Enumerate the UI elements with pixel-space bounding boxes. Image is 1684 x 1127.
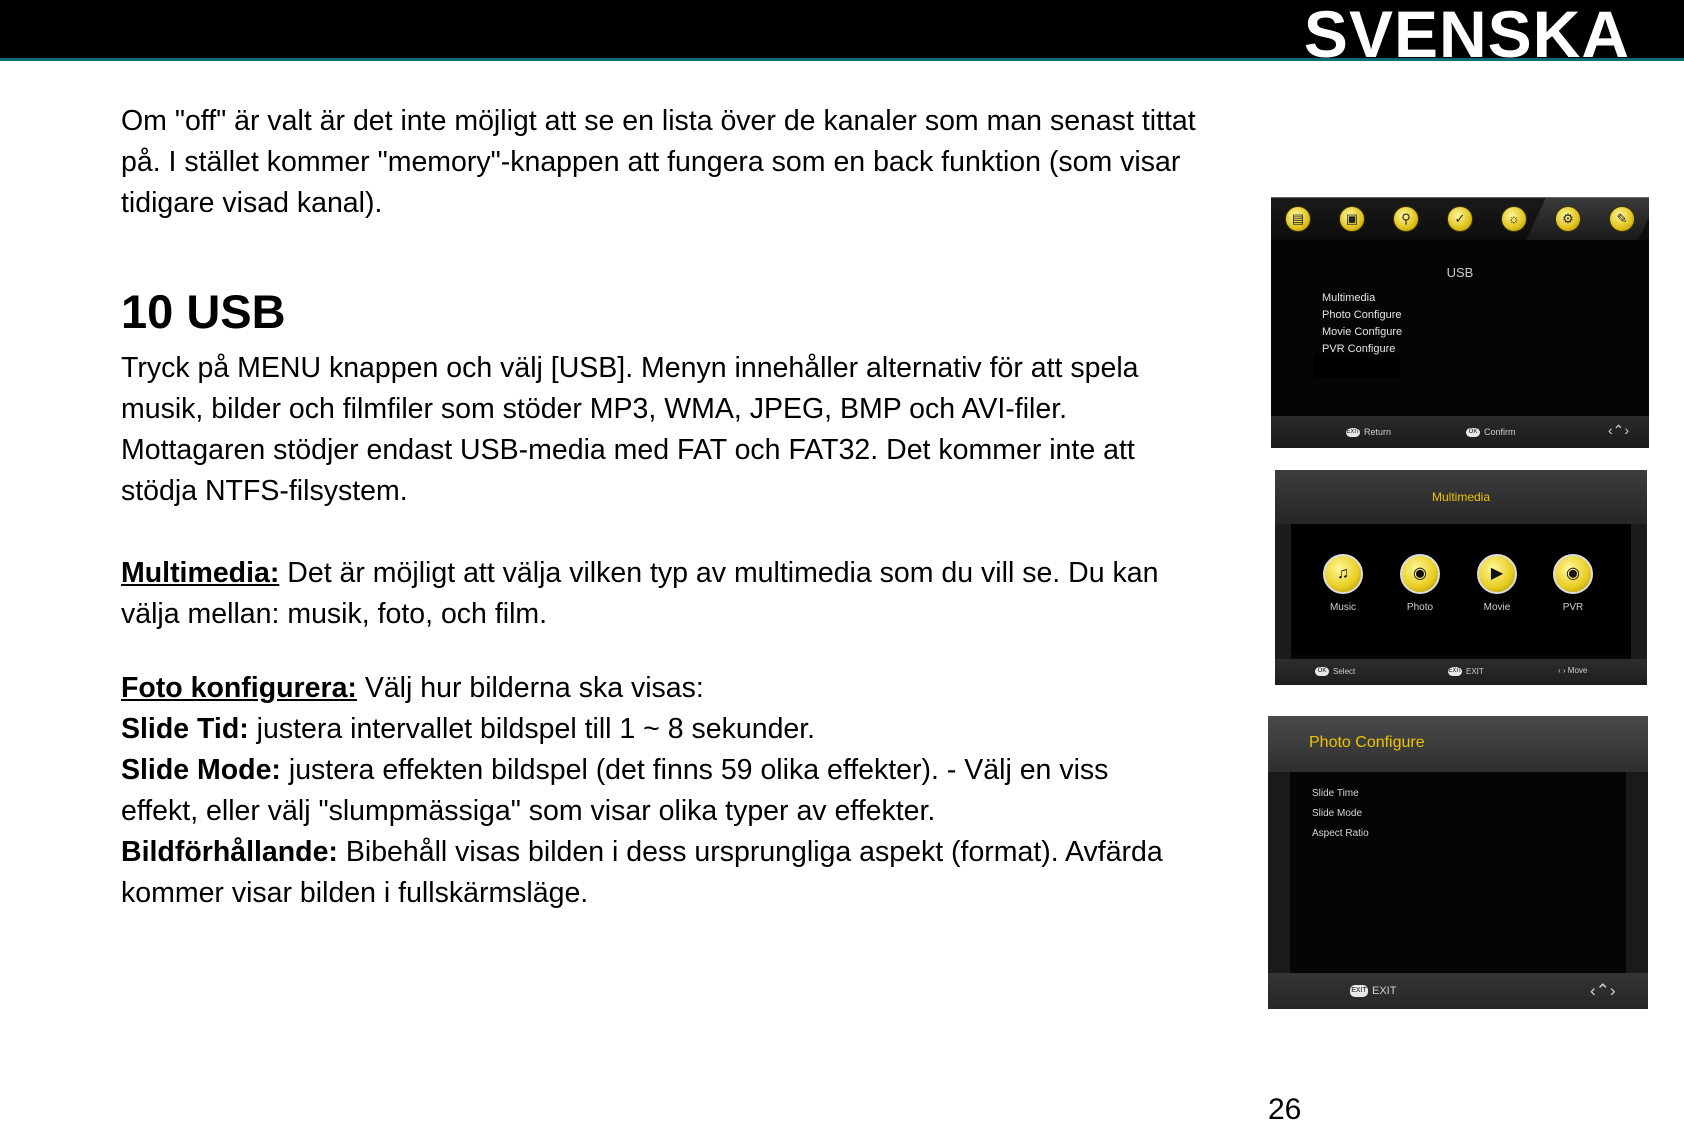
usb-menu-list <box>1322 290 1402 358</box>
side-panel <box>1275 524 1291 659</box>
movie-option[interactable] <box>1467 554 1527 613</box>
photo-text: Välj hur bilderna ska visas: <box>356 672 704 704</box>
screen-title: Multimedia <box>1431 490 1491 504</box>
menu-item-pvr-configure[interactable]: PVR Configure <box>1322 343 1396 355</box>
multimedia-options <box>1291 524 1631 654</box>
ok-key-icon: OK <box>1466 428 1480 437</box>
photo-configure-screenshot <box>1268 716 1648 1009</box>
menu-item-multimedia[interactable]: Multimedia <box>1322 292 1376 304</box>
multimedia-label: Multimedia: <box>121 557 280 589</box>
text-line: välja mellan: musik, foto, och film. <box>121 598 548 630</box>
left-right-arrows-icon: ‹ › <box>1558 666 1568 675</box>
text-line: kommer visar bilden i fullskärmsläge. <box>121 877 589 909</box>
blank-item <box>1314 356 1400 378</box>
language-title: SVENSKA <box>1303 0 1630 71</box>
setting-slide-time[interactable]: Slide Time <box>1312 788 1359 799</box>
text-line: på. I stället kommer "memory"-knappen att fungera som en back funktion (som visar <box>121 146 1181 178</box>
multimedia-paragraph <box>121 553 1271 635</box>
exit-key-icon: EXIT <box>1448 668 1462 675</box>
screen-footer <box>1271 416 1649 448</box>
gear-icon: ⚙ <box>1555 206 1581 232</box>
slide-time-text: justera intervallet bildspel till 1 ~ 8 sekunder. <box>248 713 816 745</box>
navigation-arrows-icon: ‹⌃› <box>1608 422 1630 438</box>
move-hint: Move <box>1567 666 1588 675</box>
intro-paragraph <box>121 101 1271 224</box>
screen-footer <box>1268 973 1648 1009</box>
pvr-icon: ◉ <box>1553 554 1593 594</box>
exit-key-icon: EXIT <box>1350 985 1368 997</box>
multimedia-text: Det är möjligt att välja vilken typ av multimedia som du vill se. Du kan <box>279 557 1159 589</box>
aspect-text: Bibehåll visas bilden i dess ursprungliga aspekt (format). Avfärda <box>337 836 1163 868</box>
screen-title: Photo Configure <box>1309 734 1425 751</box>
return-hint: Return <box>1364 427 1392 437</box>
slide-mode-label: Slide Mode: <box>121 754 281 786</box>
slide-time-label: Slide Tid: <box>121 713 249 745</box>
menu-item-photo-configure[interactable]: Photo Configure <box>1322 309 1402 321</box>
select-hint: Select <box>1333 667 1356 676</box>
text-line: Om "off" är valt är det inte möjligt att se en lista över de kanaler som man senast tittat <box>121 105 1196 137</box>
side-panel <box>1631 524 1647 659</box>
ok-key-icon: OK <box>1315 667 1329 676</box>
multimedia-screenshot <box>1275 470 1647 685</box>
text-line: stödja NTFS-filsystem. <box>121 475 408 507</box>
pvr-option[interactable] <box>1543 554 1603 613</box>
music-label: Music <box>1329 602 1357 613</box>
section-heading: 10 USB <box>121 285 286 338</box>
movie-icon: ▶ <box>1477 554 1517 594</box>
exit-hint: EXIT <box>1466 667 1484 676</box>
page-header <box>0 0 1684 71</box>
usb-icon: ✎ <box>1609 206 1635 232</box>
screen-header <box>1275 470 1647 524</box>
camera-icon: ◉ <box>1400 554 1440 594</box>
movie-label: Movie <box>1483 602 1511 613</box>
photo-settings-list <box>1312 784 1369 844</box>
text-line: musik, bilder och filmfiler som stöder MP3, WMA, JPEG, BMP och AVI-filer. <box>121 393 1068 425</box>
picture-icon: ▣ <box>1339 206 1365 232</box>
exit-hint: EXIT <box>1372 985 1397 997</box>
photo-label: Photo <box>1406 602 1434 613</box>
aspect-label: Bildförhållande: <box>121 836 338 868</box>
slide-mode-text: justera effekten bildspel (det finns 59 olika effekter). - Välj en viss <box>280 754 1109 786</box>
photo-option[interactable] <box>1390 554 1450 613</box>
photo-paragraph <box>121 668 1271 914</box>
text-line: Tryck på MENU knappen och välj [USB]. Menyn innehåller alternativ för att spela <box>121 352 1139 384</box>
exit-key-icon: EXIT <box>1346 429 1360 436</box>
screen-title: USB <box>1446 265 1474 280</box>
text-line: effekt, eller välj "slumpmässiga" som visar olika typer av effekter. <box>121 795 936 827</box>
menu-icon-bar <box>1271 198 1649 240</box>
usb-menu-screenshot <box>1271 197 1649 448</box>
page-number: 26 <box>1268 1093 1302 1126</box>
setting-slide-mode[interactable]: Slide Mode <box>1312 808 1363 819</box>
usb-paragraph <box>121 348 1271 512</box>
side-panel <box>1268 772 1290 973</box>
time-icon: ✓ <box>1447 206 1473 232</box>
text-line: Mottagaren stödjer endast USB-media med FAT och FAT32. Det kommer inte att <box>121 434 1135 466</box>
program-icon: ▤ <box>1285 206 1311 232</box>
globe-icon: ☼ <box>1501 206 1527 232</box>
screen-header <box>1268 716 1648 772</box>
confirm-hint: Confirm <box>1484 427 1516 437</box>
music-icon: ♫ <box>1323 554 1363 594</box>
setting-aspect-ratio[interactable]: Aspect Ratio <box>1312 828 1369 839</box>
pvr-label: PVR <box>1562 602 1584 613</box>
photo-label: Foto konfigurera: <box>121 672 357 704</box>
screen-footer <box>1275 659 1647 685</box>
text-line: tidigare visad kanal). <box>121 187 383 219</box>
side-panel <box>1626 772 1648 973</box>
menu-item-movie-configure[interactable]: Movie Configure <box>1322 326 1403 338</box>
search-icon: ⚲ <box>1393 206 1419 232</box>
music-option[interactable] <box>1313 554 1373 613</box>
navigation-arrows-icon: ‹⌃› <box>1590 981 1616 1000</box>
